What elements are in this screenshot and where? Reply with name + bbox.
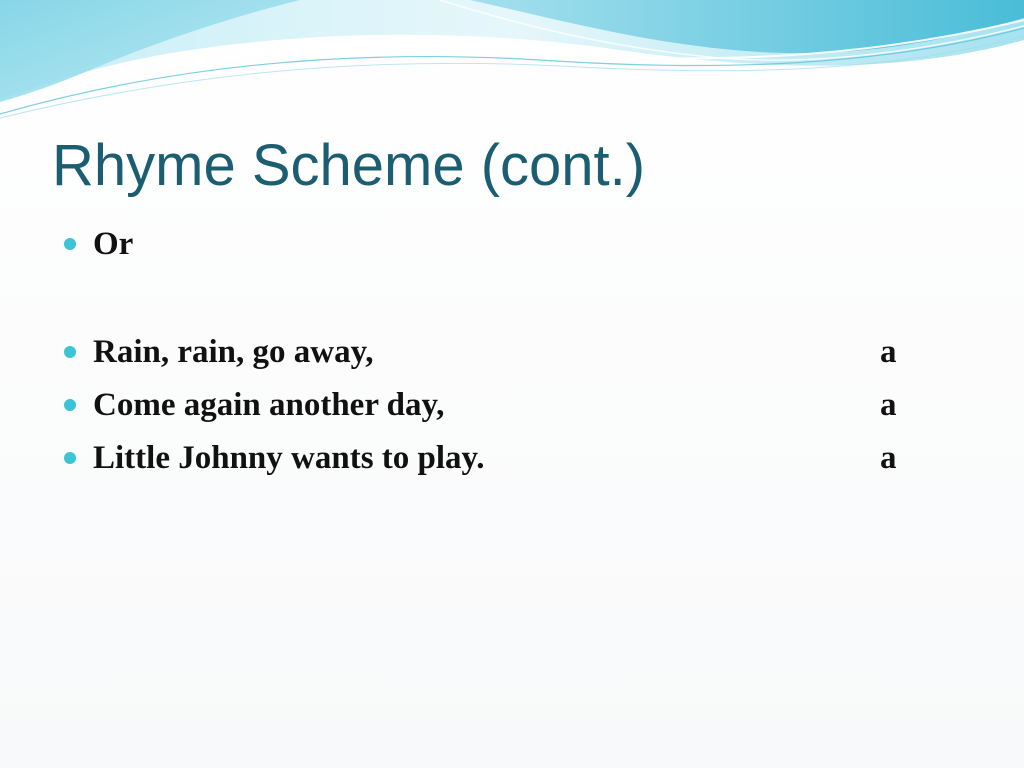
slide-title: Rhyme Scheme (cont.) — [52, 133, 646, 198]
rhyme-letter: a — [880, 440, 897, 476]
poem-line: Come again another day, — [93, 387, 445, 423]
poem-line: Rain, rain, go away, — [93, 334, 374, 370]
bullet-text: Or — [93, 226, 134, 262]
bullet-item-line-2 — [62, 383, 962, 427]
round-bullet-icon — [64, 399, 76, 411]
wave-banner-decoration — [0, 0, 1024, 120]
round-bullet-icon — [64, 452, 76, 464]
poem-line: Little Johnny wants to play. — [93, 440, 485, 476]
bullet-item-line-1 — [62, 330, 962, 374]
rhyme-letter: a — [880, 334, 897, 370]
bullet-item-or — [62, 222, 962, 266]
rhyme-letter: a — [880, 387, 897, 423]
round-bullet-icon — [64, 238, 76, 250]
round-bullet-icon — [64, 346, 76, 358]
bullet-item-line-3 — [62, 436, 962, 480]
